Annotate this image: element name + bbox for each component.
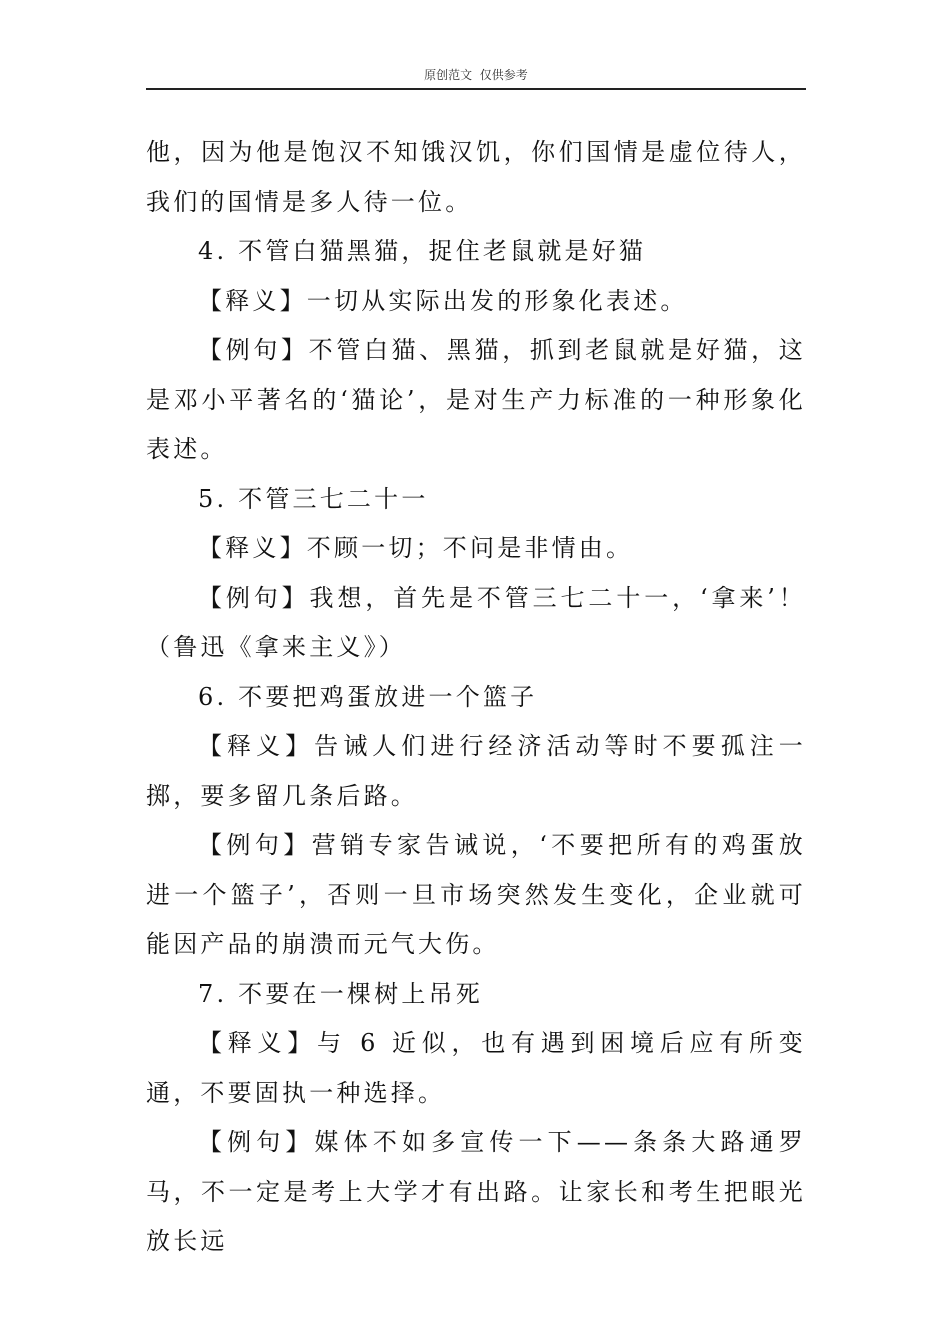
idiom-definition-7: 【释义】与 6 近似，也有遇到困境后应有所变通，不要固执一种选择。 <box>146 1029 806 1107</box>
idiom-example-7: 【例句】媒体不如多宣传一下——条条大路通罗马，不一定是考上大学才有出路。让家长和考生把眼光放长远 <box>146 1128 806 1255</box>
idiom-heading-5: 5. 不管三七二十一 <box>198 484 429 513</box>
idiom-example-6: 【例句】营销专家告诫说，‘不要把所有的鸡蛋放进一个篮子’，否则一旦市场突然发生变化，企业就可能因产品的崩溃而元气大伤。 <box>146 831 806 958</box>
idiom-example-5: 【例句】我想，首先是不管三七二十一，‘拿来’！（鲁迅《拿来主义》） <box>146 583 806 661</box>
idiom-definition-5: 【释义】不顾一切；不问是非情由。 <box>198 534 634 562</box>
idiom-example-4: 【例句】不管白猫、黑猫，抓到老鼠就是好猫，这是邓小平著名的‘猫论’，是对生产力标准的一种形象化表述。 <box>146 336 806 463</box>
idiom-definition-6: 【释义】告诫人们进行经济活动等时不要孤注一掷，要多留几条后路。 <box>146 732 806 810</box>
header-text: 原创范文 仅供参考 <box>424 68 528 82</box>
paragraph-continuation: 他，因为他是饱汉不知饿汉饥，你们国情是虚位待人，我们的国情是多人待一位。 <box>146 138 806 216</box>
idiom-heading-7: 7. 不要在一棵树上吊死 <box>198 979 483 1008</box>
idiom-heading-4: 4. 不管白猫黑猫，捉住老鼠就是好猫 <box>198 237 647 265</box>
idiom-heading-6: 6. 不要把鸡蛋放进一个篮子 <box>198 682 538 711</box>
page-header <box>146 64 806 90</box>
document-body <box>146 128 806 1267</box>
idiom-definition-4: 【释义】一切从实际出发的形象化表述。 <box>198 286 688 315</box>
